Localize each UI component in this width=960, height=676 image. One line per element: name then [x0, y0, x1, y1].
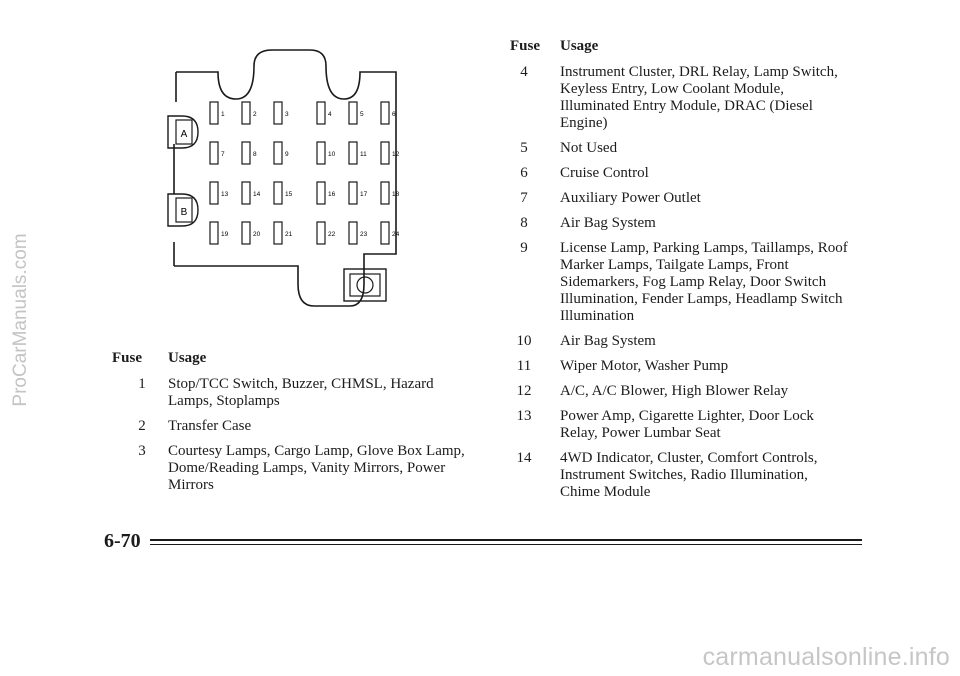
fuse-slot-8: [242, 142, 257, 164]
fuse-slot-outline: [381, 182, 389, 204]
fuse-slot-outline: [274, 222, 282, 244]
page-number: 6-70: [104, 530, 141, 552]
fuse-slot-outline: [349, 182, 357, 204]
fuse-slot-number: 4: [328, 111, 332, 118]
fuse-slot-outline: [242, 142, 250, 164]
fuse-slot-outline: [349, 222, 357, 244]
diagnostic-connector: [344, 269, 386, 301]
fuse-slot-23: [349, 222, 368, 244]
fuse-slot-number: 15: [285, 191, 293, 198]
fuse-slot-13: [210, 182, 229, 204]
fuse-usage: A/C, A/C Blower, High Blower Relay: [560, 383, 789, 399]
fuse-table-left: [112, 350, 472, 502]
fuse-number: 12: [516, 383, 532, 399]
fuse-slot-outline: [210, 222, 218, 244]
table-row: [500, 333, 870, 350]
fuse-slot-number: 7: [221, 151, 225, 158]
fuse-slot-11: [349, 142, 367, 164]
col-usage-header: Usage: [168, 350, 207, 366]
fuse-slot-4: [317, 102, 332, 124]
fuse-slot-number: 2: [253, 111, 257, 118]
fuse-slot-18: [381, 182, 400, 204]
fuse-slot-1: [210, 102, 225, 124]
col-fuse-header: Fuse: [112, 350, 142, 366]
side-watermark-text: ProCarManuals.com: [10, 233, 31, 407]
fuse-slot-outline: [274, 182, 282, 204]
relay-a-label: A: [180, 129, 188, 140]
fuse-block-diagram: [160, 44, 420, 334]
table-row: [500, 165, 870, 182]
table-row: [500, 215, 870, 232]
fuse-usage: 4WD Indicator, Cluster, Comfort Controls, Instrument Switches, Radio Illumination, Chime Module: [560, 450, 818, 500]
fuse-slot-number: 22: [328, 231, 336, 238]
fuse-slot-number: 18: [392, 191, 400, 198]
fuse-slot-2: [242, 102, 257, 124]
table-row: [500, 450, 870, 501]
relay-b: [168, 194, 198, 226]
table-row: [112, 443, 472, 494]
fuse-slot-number: 24: [392, 231, 400, 238]
fuse-slot-outline: [349, 142, 357, 164]
fuse-slot-number: 3: [285, 111, 289, 118]
fuse-slot-outline: [242, 182, 250, 204]
fuse-slot-number: 14: [253, 191, 261, 198]
fuse-slot-outline: [381, 142, 389, 164]
fuse-slot-number: 10: [328, 151, 336, 158]
fuse-number: 13: [516, 408, 532, 424]
fuse-usage: Wiper Motor, Washer Pump: [560, 358, 729, 374]
fuse-slot-outline: [317, 142, 325, 164]
fuse-slot-14: [242, 182, 261, 204]
fuse-slot-17: [349, 182, 368, 204]
fuse-slot-outline: [242, 222, 250, 244]
fuse-number: 9: [520, 240, 528, 256]
fuse-usage: License Lamp, Parking Lamps, Taillamps, Roof Marker Lamps, Tailgate Lamps, Front Sidemarkers, Fog Lamp Relay, Door Switch Illumination, Fender Lamps, Headlamp Switch Illumination: [560, 240, 848, 324]
fuse-block-left-edge: [174, 72, 176, 266]
fuse-slot-10: [317, 142, 336, 164]
fuse-slot-number: 19: [221, 231, 229, 238]
fuse-usage: Transfer Case: [168, 418, 252, 434]
col-usage-header: Usage: [560, 38, 599, 54]
table-header: [500, 38, 870, 55]
fuse-slot-outline: [274, 142, 282, 164]
fuse-usage: Not Used: [560, 140, 618, 156]
footer-rule: [150, 539, 862, 541]
fuse-block-svg: [160, 44, 420, 334]
fuse-slot-number: 16: [328, 191, 336, 198]
fuse-number: 1: [138, 376, 146, 392]
table-row: [500, 64, 870, 132]
table-row: [500, 408, 870, 442]
fuse-slot-outline: [210, 142, 218, 164]
fuse-slot-number: 1: [221, 111, 225, 118]
fuse-slot-number: 20: [253, 231, 261, 238]
table-row: [500, 383, 870, 400]
fuse-number: 11: [516, 358, 532, 374]
fuse-slot-outline: [210, 182, 218, 204]
fuse-usage: Cruise Control: [560, 165, 649, 181]
fuse-slot-number: 6: [392, 111, 396, 118]
table-row: [112, 376, 472, 410]
fuse-usage: Air Bag System: [560, 333, 656, 349]
fuse-number: 10: [516, 333, 532, 349]
fuse-slot-24: [381, 222, 400, 244]
fuse-slot-number: 21: [285, 231, 293, 238]
fuse-usage: Power Amp, Cigarette Lighter, Door Lock Relay, Power Lumbar Seat: [560, 408, 814, 441]
fuse-slot-outline: [381, 102, 389, 124]
fuse-slot-3: [274, 102, 289, 124]
fuse-slot-number: 11: [360, 151, 367, 158]
fuse-slot-21: [274, 222, 293, 244]
fuse-slot-20: [242, 222, 261, 244]
fuse-number: 3: [138, 443, 146, 459]
fuse-slot-outline: [210, 102, 218, 124]
fuse-slot-number: 12: [392, 151, 400, 158]
fuse-slot-22: [317, 222, 336, 244]
fuse-slot-outline: [274, 102, 282, 124]
table-row: [500, 140, 870, 157]
fuse-usage: Stop/TCC Switch, Buzzer, CHMSL, Hazard Lamps, Stoplamps: [168, 376, 434, 409]
fuse-slot-outline: [317, 102, 325, 124]
fuse-slot-number: 5: [360, 111, 364, 118]
fuse-usage: Instrument Cluster, DRL Relay, Lamp Switch, Keyless Entry, Low Coolant Module, Illuminated Entry Module, DRAC (Diesel Engine): [560, 64, 838, 131]
bottom-watermark: carmanualsonline.info: [702, 643, 950, 671]
fuse-slot-7: [210, 142, 225, 164]
fuse-number: 4: [520, 64, 528, 80]
table-row: [500, 358, 870, 375]
col-fuse-header: Fuse: [510, 38, 540, 54]
fuse-slot-9: [274, 142, 289, 164]
fuse-slot-number: 23: [360, 231, 368, 238]
fuse-slot-16: [317, 182, 336, 204]
fuse-slot-outline: [242, 102, 250, 124]
table-row: [500, 190, 870, 207]
footer-rule-thin: [150, 544, 862, 545]
fuse-slot-6: [381, 102, 396, 124]
relay-a: [168, 116, 198, 148]
fuse-slot-number: 9: [285, 151, 289, 158]
table-row: [112, 418, 472, 435]
fuse-number: 5: [520, 140, 528, 156]
fuse-slot-number: 17: [360, 191, 368, 198]
fuse-slot-number: 13: [221, 191, 229, 198]
fuse-slot-outline: [317, 222, 325, 244]
fuse-slots: [210, 102, 400, 244]
fuse-slot-15: [274, 182, 293, 204]
fuse-usage: Air Bag System: [560, 215, 656, 231]
fuse-usage: Auxiliary Power Outlet: [560, 190, 701, 206]
fuse-usage: Courtesy Lamps, Cargo Lamp, Glove Box Lamp, Dome/Reading Lamps, Vanity Mirrors, Power Mirrors: [168, 443, 465, 493]
fuse-slot-19: [210, 222, 229, 244]
fuse-block-outline: [174, 50, 396, 306]
fuse-slot-outline: [317, 182, 325, 204]
fuse-slot-12: [381, 142, 400, 164]
fuse-slot-outline: [381, 222, 389, 244]
side-watermark: [8, 110, 34, 530]
fuse-slot-number: 8: [253, 151, 257, 158]
table-row: [500, 240, 870, 325]
fuse-slot-5: [349, 102, 364, 124]
fuse-number: 2: [138, 418, 146, 434]
fuse-table-right: [500, 38, 870, 509]
fuse-number: 6: [520, 165, 528, 181]
fuse-number: 7: [520, 190, 528, 206]
fuse-slot-outline: [349, 102, 357, 124]
fuse-number: 8: [520, 215, 528, 231]
fuse-number: 14: [516, 450, 532, 466]
relay-b-label: B: [180, 207, 188, 218]
table-header: [112, 350, 472, 367]
